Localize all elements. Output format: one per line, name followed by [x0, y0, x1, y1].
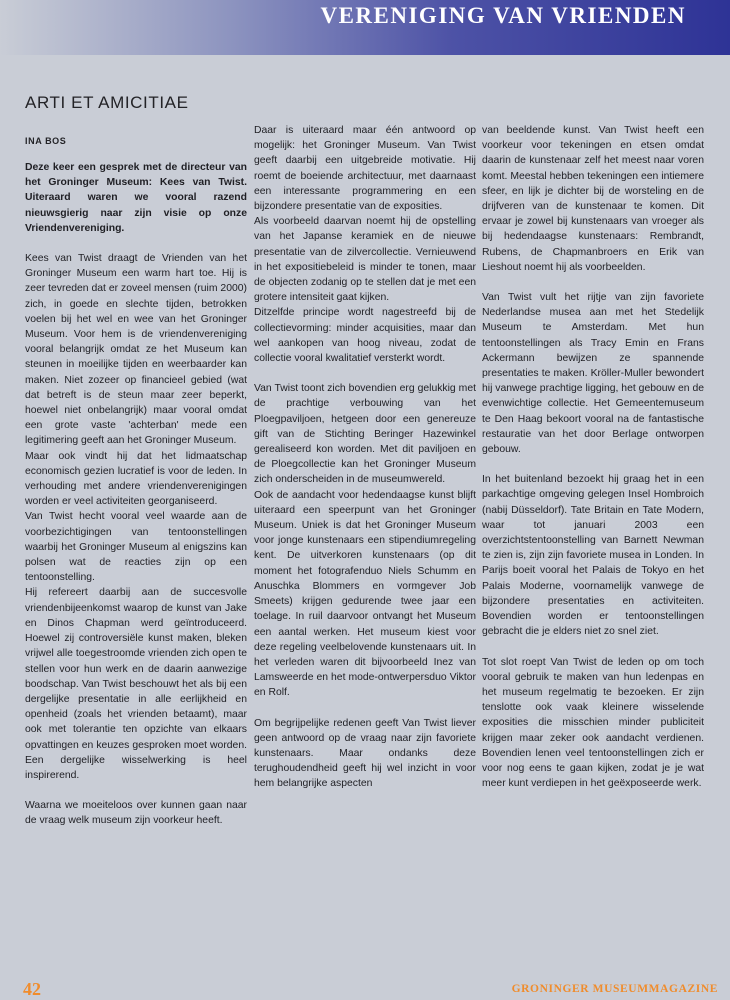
paragraph: van beeldende kunst. Van Twist heeft een voorkeur voor tekeningen en etsen omdat daarin de kunstenaar zelf het meest naar voren komt. Meestal hebben tekeningen een intiemere sfeer, en lijk je dichter bij de worsteling en de drijfveren van de kunstenaar te komen. Dit ervaar je zowel bij kunstenaars van vroeger als bij hedendaagse kunstenaars: Rembrandt, Rubens, de Chapmanbroers en Erik van Lieshout noemt hij als voorbeelden. [482, 125, 704, 273]
author-byline: INA BOS [25, 136, 67, 146]
paragraph: Van Twist hecht vooral veel waarde aan de voorbezichtigingen van tentoonstellingen waarbij het Groninger Museum al enigszins kan polsen wat de reacties zijn op een tentoonstelling. [25, 511, 247, 584]
column-3 [482, 123, 704, 791]
paragraph: Van Twist toont zich bovendien erg gelukkig met de prachtige verbouwing van het Ploegpaviljoen, hetgeen door een genereuze gift van de Stichting Beringer Hazewinkel gerealiseerd kon worden. Met dit paviljoen en de Ploegcollectie kan het Groninger Museum zich onderscheiden in de museumwereld. [254, 383, 476, 486]
header-band [0, 0, 730, 55]
article-title: ARTI ET AMICITIAE [25, 93, 189, 112]
magazine-title: GRONINGER MUSEUMMAGAZINE [511, 983, 718, 995]
section-title: VERENIGING VAN VRIENDEN [320, 3, 686, 28]
paragraph: Van Twist vult het rijtje van zijn favoriete Nederlandse musea aan met het Stedelijk Museum te Amsterdam. Met hun tentoonstellingen als Tracy Emin en Frans Ackermann bewijzen ze spannende presentaties te maken. Kröller-Muller bewondert hij vanwege prachtige ligging, het gebouw en de evenwichtige collectie. Het Gemeentemuseum te Den Haag bekoort vooral na de fantastische restauratie van het door Berlage ontworpen gebouw. [482, 292, 704, 456]
paragraph: Ook de aandacht voor hedendaagse kunst blijft uiteraard een speerpunt van het Groninger Museum. Uniek is dat het Groninger Museum voor jonge kunstenaars een stipendiumregeling kent. De uitverkoren kunstenaars (op dit moment het fotografenduo Niels Schumm en Anuschka Blommers en vormgever Job Smeets) krijgen gedurende twee jaar een toelage. In ruil daarvoor ontvangt het Museum een aantal werken. Het museum kiest voor deze regeling veelbelovende kunstenaars uit. In het verleden waren dit bijvoorbeeld Inez van Lamsweerde en het mode-ontwerpersduo Viktor en Rolf. [254, 489, 476, 699]
paragraph: Om begrijpelijke redenen geeft Van Twist liever geen antwoord op de vraag naar zijn favoriete kunstenaars. Maar ondanks deze terughoudendheid geeft hij wel inzicht in voor hem belangrijke aspecten [254, 717, 476, 790]
intro-paragraph: Deze keer een gesprek met de directeur van het Groninger Museum: Kees van Twist. Uiteraard waren we vooral razend nieuwsgierig naar zijn visie op onze Vriendenvereniging. [25, 162, 247, 234]
column-1 [25, 160, 247, 829]
column-2 [254, 123, 476, 792]
paragraph: Waarna we moeiteloos over kunnen gaan naar de vraag welk museum zijn voorkeur heeft. [25, 800, 247, 827]
paragraph: Daar is uiteraard maar één antwoord op mogelijk: het Groninger Museum. Van Twist geeft daarbij een uitgebreide motivatie. Hij roemt de boeiende architectuur, met daarnaast een interessante programmering en een bijzondere presentatie van de exposities. [254, 125, 476, 213]
paragraph: Kees van Twist draagt de Vrienden van het Groninger Museum een warm hart toe. Hij is zeer tevreden dat er zoveel mensen (ruim 2000) zich, in goede en slechte tijden, betrokken voelen bij het wel en wee van het Groninger Museum. Voor hem is de vriendenvereniging vooral belangrijk omdat ze het Museum kan steunen in moeilijke tijden en weerbaarder kan maken. Niet zozeer op financieel gebied (wat dat betreft is de steun maar zeer beperkt, hoewel niet onbelangrijk) maar vooral omdat een grote vaste 'achterban' mede een legitimering geeft aan het Groninger Museum. [25, 253, 247, 447]
paragraph: Tot slot roept Van Twist de leden op om toch vooral gebruik te maken van hun ledenpas en het museum regelmatig te bezoeken. Er zijn tenslotte ook vaak kleinere wisselende exposities die misschien minder publiciteit krijgen maar zeker ook aandacht verdienen. Bovendien lenen veel tentoonstellingen zich er voor nog eens te gaan kijken, zodat je je wat meer kunt verdiepen in het geëxposeerde werk. [482, 656, 704, 790]
paragraph: Maar ook vindt hij dat het lidmaatschap economisch gezien lucratief is voor de leden. In verhouding met andere vriendenverenigingen worden er veel activiteiten georganiseerd. [25, 450, 247, 508]
paragraph: Als voorbeeld daarvan noemt hij de opstelling van het Japanse keramiek en de nieuwe presentatie van de zilvercollectie. Vernieuwend in het expositiebeleid is minder te tonen, maar de objecten zodanig op te stellen dat je met een grotere intensiteit gaat kijken. [254, 216, 476, 304]
paragraph: Hij refereert daarbij aan de succesvolle vriendenbijeenkomst waarop de kunst van Jake en Dinos Chapman werd geïntroduceerd. Hoewel zij controversiële kunst maken, bleken vrijwel alle toegestroomde vrienden zich open te stellen voor hun werk en de daarin aanwezige boodschap. Van Twist beschouwt het als bij een dergelijke presentatie in alle eerlijkheid en openheid (zoals het vrienden betaamt), maar ook met tolerantie ten opzichte van elkaars opvattingen en keuzes gesproken moet worden. Een dergelijke wisselwerking is heel inspirerend. [25, 587, 247, 781]
paragraph: Ditzelfde principe wordt nagestreefd bij de collectievorming: minder acquisities, maar dan wel aankopen van hoog niveau, zodat de collectie vooral kwalitatief versterkt wordt. [254, 307, 476, 365]
page-number: 42 [23, 979, 41, 999]
paragraph: In het buitenland bezoekt hij graag het in een parkachtige omgeving gelegen Insel Hombroich (nabij Düsseldorf). Tate Britain en Tate Modern, waar tot januari 2003 een overzichtstentoonstelling van Barnett Newman te zien is, zijn zijn favoriete musea in Londen. In Parijs boeit vooral het Palais de Tokyo en het Palais Moderne, voornamelijk vanwege de bijzondere presentaties en activiteiten. Bovendien worden er tentoonstellingen gebracht die je elders niet zo snel ziet. [482, 474, 704, 638]
